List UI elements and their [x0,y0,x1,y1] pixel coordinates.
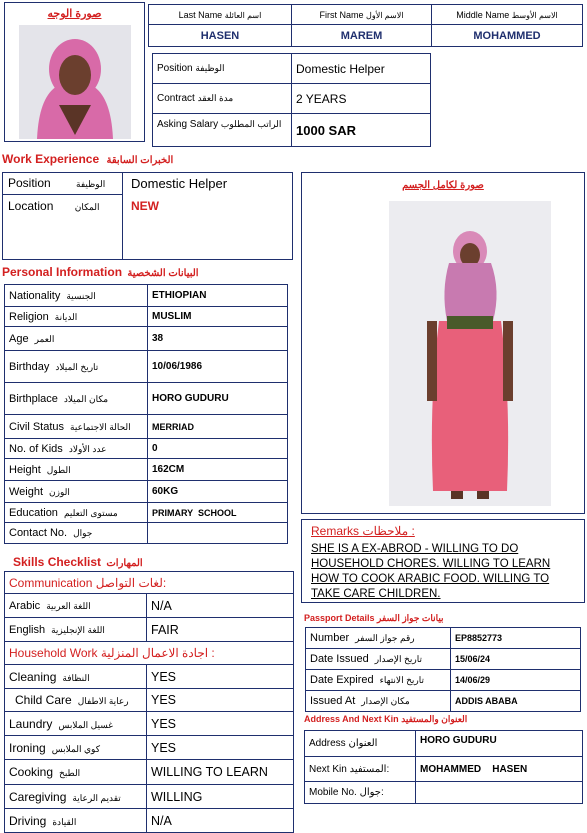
salary-label: Asking Salary الراتب المطلوب [153,114,292,147]
arabic-value: N/A [147,594,294,618]
date-expired-label: Date Expired تاريخ الانتهاء [306,670,451,691]
age-value: 38 [148,327,288,351]
cleaning-label: Cleaning النظافة [5,665,147,689]
laundry-label: Laundry غسيل الملابس [5,712,147,736]
birthplace-value: HORO GUDURU [148,383,288,415]
address-value: HORO GUDURU [416,731,583,757]
we-location-value: NEW [131,199,159,213]
civil-status-value: MERRIAD [148,415,288,439]
last-name-header: Last Name اسم العائلة [149,5,292,25]
civil-status-label: Civil Status الحالة الاجتماعية [5,415,148,439]
birthplace-label: Birthplace مكان الميلاد [5,383,148,415]
face-photo-title: صورة الوجه [47,8,102,20]
salary-value: 1000 SAR [292,114,431,147]
height-value: 162CM [148,459,288,481]
date-issued-value: 15/06/24 [451,649,581,670]
last-name-value: HASEN [149,25,292,47]
education-value: PRIMARY SCHOOL [148,503,288,523]
we-location-label: Location المكان [8,199,100,213]
caregiving-label: Caregiving تقديم الرعاية [5,785,147,809]
ironing-label: Ironing كوي الملابس [5,736,147,760]
passport-title: Passport Details بيانات جواز السفر [304,613,444,623]
contract-value: 2 YEARS [292,84,431,114]
kids-value: 0 [148,439,288,459]
passport-number-value: EP8852773 [451,628,581,649]
date-issued-label: Date Issued تاريخ الإصدار [306,649,451,670]
first-name-header: First Name الاسم الأول [292,5,432,25]
weight-value: 60KG [148,481,288,503]
face-photo-frame [4,2,145,142]
issued-at-value: ADDIS ABABA [451,691,581,712]
personal-info-table [4,284,288,544]
address-label: Address العنوان [305,731,416,757]
date-expired-value: 14/06/29 [451,670,581,691]
driving-value: N/A [147,809,294,833]
skills-title: Skills Checklist المهارات [13,555,143,569]
personal-info-title: Personal Information البيانات الشخصية [2,265,199,279]
communication-title: Communication لغات التواصل: [5,572,294,594]
skills-table [4,571,294,833]
mobile-label: Mobile No. جوال: [305,782,416,804]
cooking-label: Cooking الطبخ [5,760,147,785]
child-care-label: Child Care رعاية الاطفال [5,689,147,712]
nationality-label: Nationality الجنسية [5,285,148,307]
weight-label: Weight الوزن [5,481,148,503]
laundry-value: YES [147,712,294,736]
address-title: Address And Next Kin العنوان والمستفيد [304,714,468,724]
religion-label: Religion الديانة [5,307,148,327]
position-value: Domestic Helper [292,54,431,84]
cooking-value: WILLING TO LEARN [147,760,294,785]
mobile-value [416,782,583,804]
birthday-label: Birthday تاريخ الميلاد [5,351,148,383]
passport-table [305,627,581,712]
passport-number-label: Number رقم جواز السفر [306,628,451,649]
contract-label: Contract مدة العقد [153,84,292,114]
driving-label: Driving القيادة [5,809,147,833]
arabic-label: Arabic اللغة العربية [5,594,147,618]
height-label: Height الطول [5,459,148,481]
english-label: English اللغة الإنجليزية [5,618,147,642]
full-photo-frame [301,172,585,514]
first-name-value: MAREM [292,25,432,47]
household-title: Household Work اجادة الاعمال المنزلية : [5,642,294,665]
full-photo-title: صورة لكامل الجسم [402,180,484,191]
face-photo [19,25,131,139]
remarks-text: SHE IS A EX-ABROD - WILLING TO DO HOUSEHOLD CHORES. WILLING TO LEARN HOW TO COOK ARABIC FOOD. WILLING TO TAKE CARE CHILDREN. [311,543,551,600]
remarks-title: Remarks ملاحظات : [311,524,415,538]
job-table [152,53,431,147]
religion-value: MUSLIM [148,307,288,327]
issued-at-label: Issued At مكان الإصدار [306,691,451,712]
position-label: Position الوظيفة [153,54,292,84]
full-photo [389,201,551,506]
next-kin-value: MOHAMMED HASEN [416,757,583,782]
child-care-value: YES [147,689,294,712]
kids-label: No. of Kids عدد الأولاد [5,439,148,459]
we-position-value: Domestic Helper [131,176,228,191]
work-experience-title: Work Experience الخبرات السابقة [2,152,174,166]
contact-label: Contact No. جوال [5,523,148,544]
education-label: Education مستوى التعليم [5,503,148,523]
ironing-value: YES [147,736,294,760]
address-table [304,730,583,804]
middle-name-value: MOHAMMED [432,25,583,47]
name-table [148,4,583,47]
birthday-value: 10/06/1986 [148,351,288,383]
next-kin-label: Next Kin المستفيد: [305,757,416,782]
middle-name-header: Middle Name الاسم الأوسط [432,5,583,25]
cleaning-value: YES [147,665,294,689]
nationality-value: ETHIOPIAN [148,285,288,307]
english-value: FAIR [147,618,294,642]
caregiving-value: WILLING [147,785,294,809]
we-position-label: Position الوظيفة [8,176,106,190]
age-label: Age العمر [5,327,148,351]
contact-value [148,523,288,544]
